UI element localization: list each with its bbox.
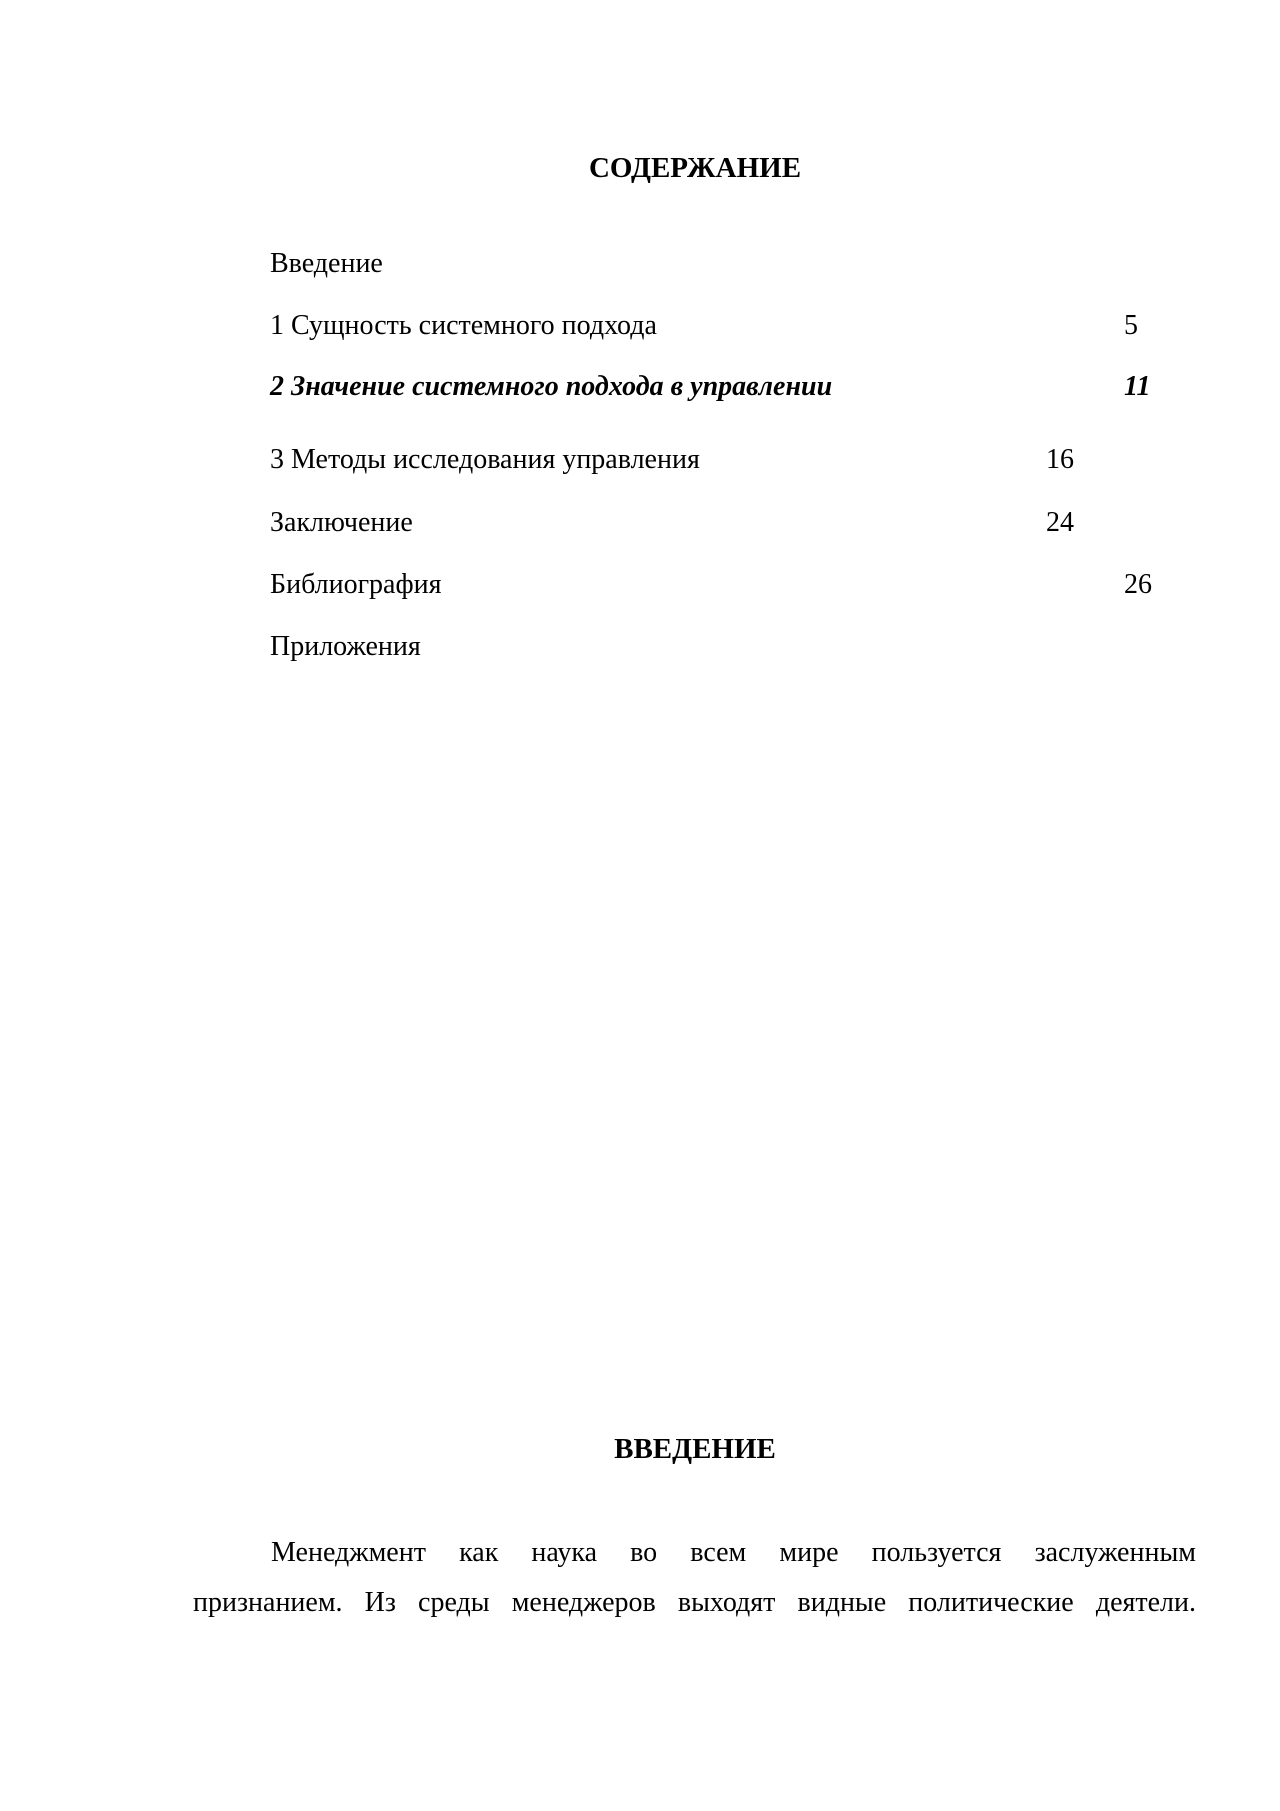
toc-entry-chapter-2: 2 Значение системного подхода в управлении xyxy=(270,371,833,402)
toc-page-bibliography: 26 xyxy=(1124,569,1152,600)
intro-paragraph-line-2: признанием. Из среды менеджеров выходят видные политические деятели. xyxy=(193,1587,1196,1618)
toc-entry-conclusion: Заключение xyxy=(270,507,413,538)
toc-entry-introduction: Введение xyxy=(270,248,383,279)
intro-paragraph-line-1: Менеджмент как наука во всем мире пользуется заслуженным xyxy=(271,1537,1196,1568)
toc-page-conclusion: 24 xyxy=(1046,507,1074,538)
toc-page-chapter-2: 11 xyxy=(1124,371,1151,402)
intro-title: ВВЕДЕНИЕ xyxy=(614,1433,776,1465)
toc-page-chapter-3: 16 xyxy=(1046,444,1074,475)
toc-title: СОДЕРЖАНИЕ xyxy=(588,152,802,184)
toc-entry-appendices: Приложения xyxy=(270,631,421,662)
toc-entry-bibliography: Библиография xyxy=(270,569,442,600)
toc-entry-chapter-3: 3 Методы исследования управления xyxy=(270,444,700,475)
toc-entry-chapter-1: 1 Сущность системного подхода xyxy=(270,310,657,341)
toc-page-chapter-1: 5 xyxy=(1124,310,1138,341)
